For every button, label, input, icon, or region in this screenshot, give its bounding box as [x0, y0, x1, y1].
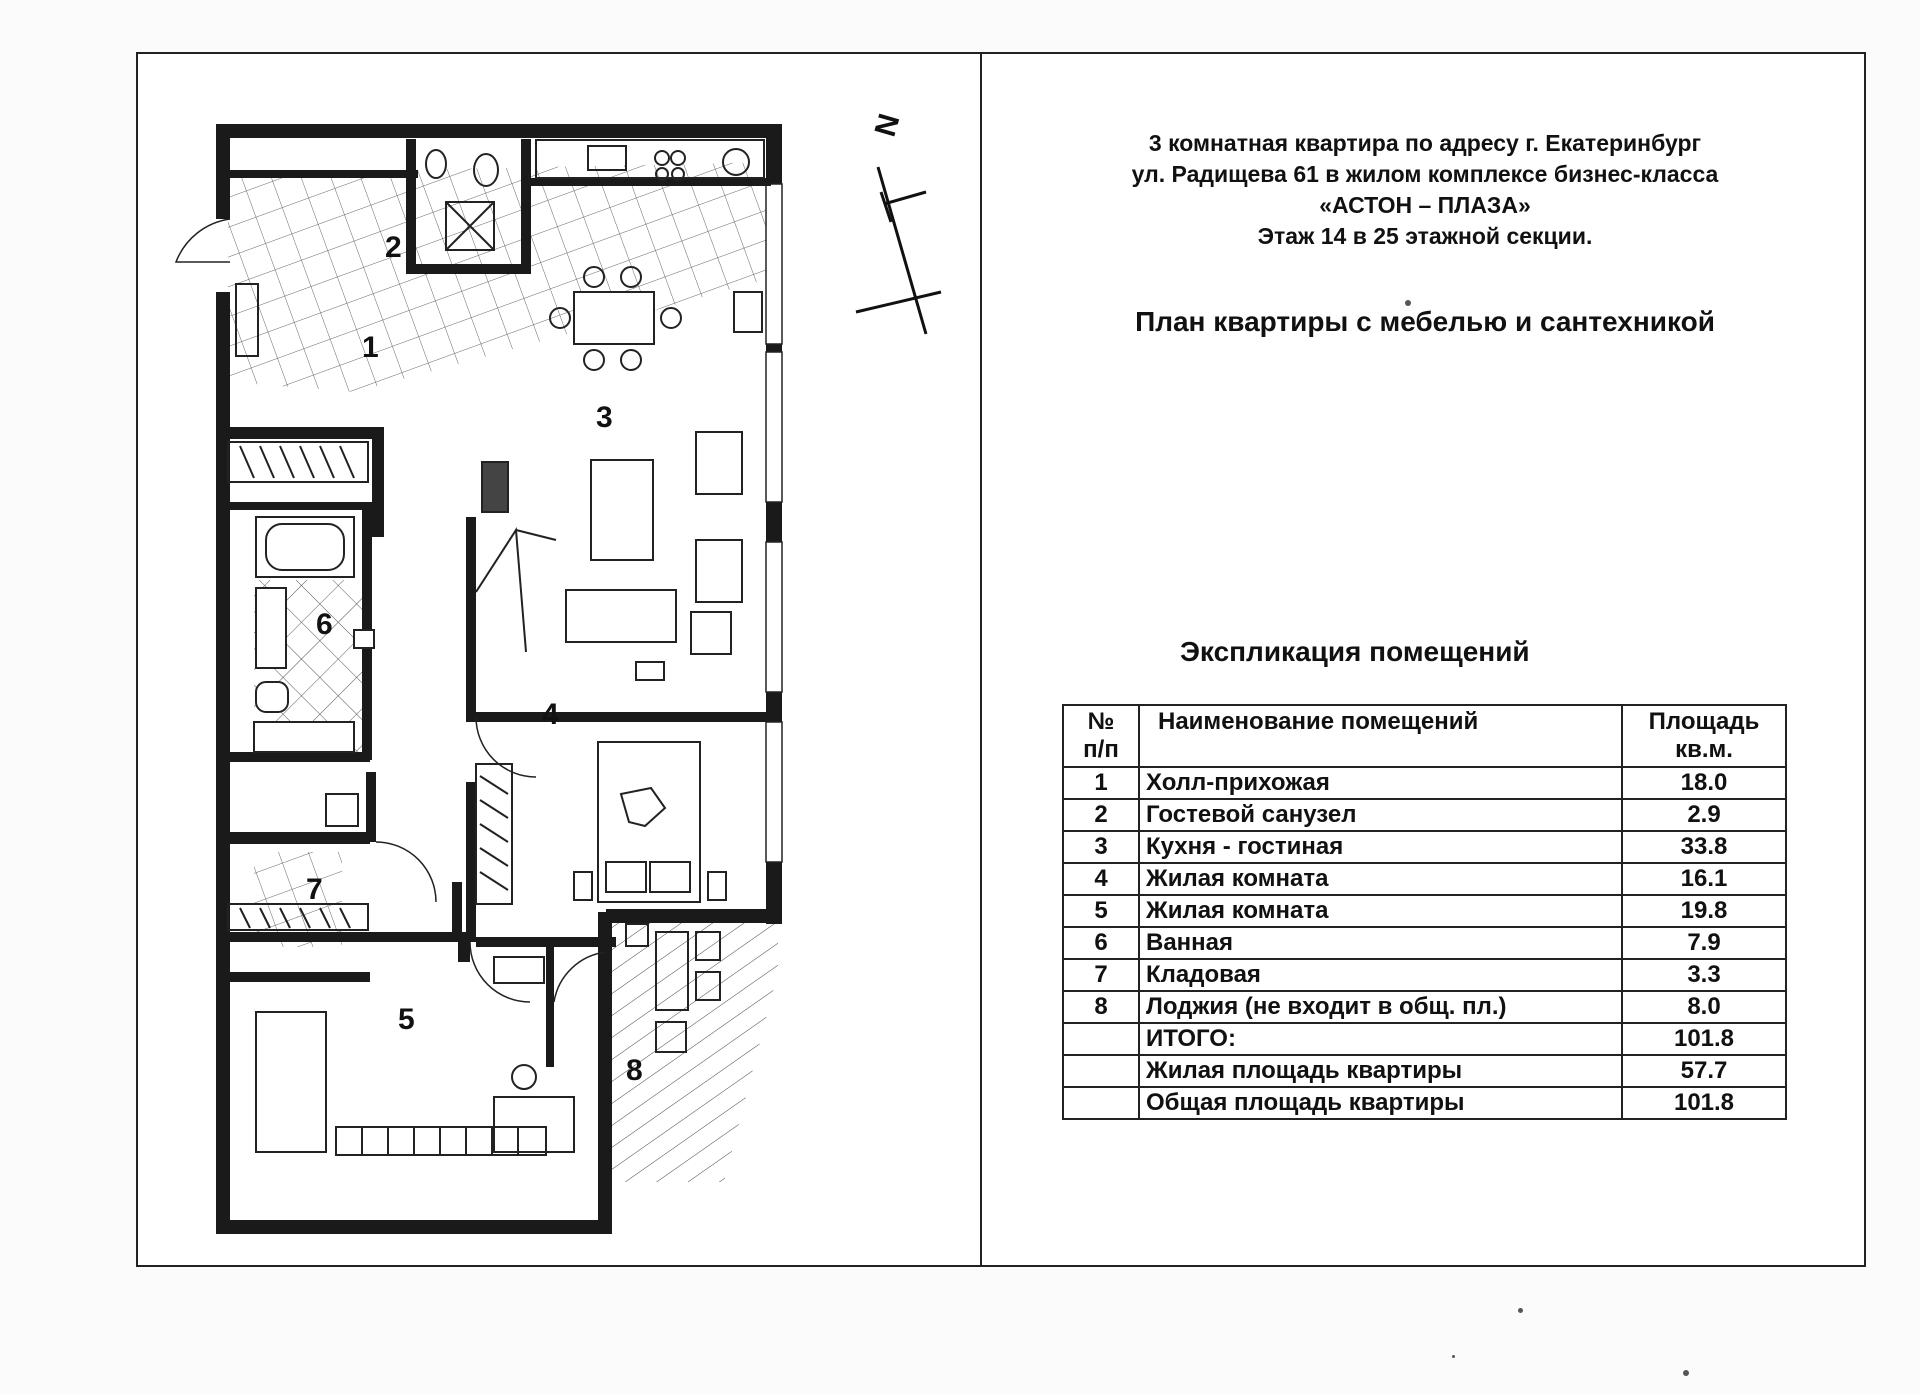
row-num-cell: 5 — [1063, 895, 1139, 927]
row-num-cell: 4 — [1063, 863, 1139, 895]
row-area-cell: 33.8 — [1622, 831, 1786, 863]
row-num-cell: 2 — [1063, 799, 1139, 831]
col-area-header — [1622, 705, 1786, 767]
table-row — [1063, 991, 1786, 1023]
col-num-line1: № — [1087, 708, 1115, 735]
total-num-cell — [1063, 1023, 1139, 1055]
room-label-8: 8 — [626, 1054, 643, 1087]
scan-speck — [1452, 1355, 1455, 1358]
row-area-cell: 2.9 — [1622, 799, 1786, 831]
total-row — [1063, 1023, 1786, 1055]
col-num-header — [1063, 705, 1139, 767]
total-row — [1063, 1055, 1786, 1087]
row-area-cell: 18.0 — [1622, 767, 1786, 799]
row-num-cell: 3 — [1063, 831, 1139, 863]
total-name-cell: Общая площадь квартиры — [1139, 1087, 1622, 1119]
total-area-cell: 101.8 — [1622, 1023, 1786, 1055]
table-row — [1063, 767, 1786, 799]
bedroom5-furniture — [256, 957, 574, 1155]
total-num-cell — [1063, 1055, 1139, 1087]
room-label-4: 4 — [542, 698, 559, 731]
row-name-cell: Гостевой санузел — [1139, 799, 1622, 831]
row-name-cell: Лоджия (не входит в общ. пл.) — [1139, 991, 1622, 1023]
floor-plan — [136, 52, 976, 1267]
title-line-1: 3 комнатная квартира по адресу г. Екатеринбург — [1148, 130, 1702, 156]
row-name-cell: Холл-прихожая — [1139, 767, 1622, 799]
row-num-cell: 7 — [1063, 959, 1139, 991]
scan-speck — [1405, 300, 1411, 306]
table-row — [1063, 863, 1786, 895]
apartment-title — [1000, 128, 1850, 252]
explication-table — [1062, 704, 1787, 1120]
table-row — [1063, 959, 1786, 991]
room-label-5: 5 — [398, 1003, 415, 1036]
room-label-1: 1 — [362, 331, 379, 364]
title-line-3: «АСТОН – ПЛАЗА» — [1319, 192, 1531, 218]
col-name-header: Наименование помещений — [1139, 705, 1622, 767]
row-area-cell: 19.8 — [1622, 895, 1786, 927]
col-num-line2: п/п — [1083, 736, 1119, 763]
north-arrow-icon — [856, 167, 941, 334]
explication-body — [1063, 767, 1786, 1119]
table-row — [1063, 799, 1786, 831]
living-furniture — [476, 432, 742, 680]
room-label-3: 3 — [596, 401, 613, 434]
room-label-7: 7 — [306, 873, 323, 906]
title-line-2: ул. Радищева 61 в жилом комплексе бизнес-класса — [1131, 161, 1719, 187]
scan-speck — [1518, 1308, 1523, 1313]
row-area-cell: 7.9 — [1622, 927, 1786, 959]
row-area-cell: 3.3 — [1622, 959, 1786, 991]
compass-label: N — [868, 110, 907, 141]
row-name-cell: Жилая комната — [1139, 863, 1622, 895]
table-header-row — [1063, 705, 1786, 767]
room-label-2: 2 — [385, 231, 402, 264]
total-name-cell: Жилая площадь квартиры — [1139, 1055, 1622, 1087]
row-name-cell: Жилая комната — [1139, 895, 1622, 927]
total-area-cell: 57.7 — [1622, 1055, 1786, 1087]
table-row — [1063, 895, 1786, 927]
table-row — [1063, 831, 1786, 863]
explication-heading: Экспликация помещений — [1180, 636, 1530, 667]
bedroom4-furniture — [574, 742, 726, 902]
washer — [326, 794, 358, 826]
room-label-6: 6 — [316, 608, 333, 641]
col-area-line1: Площадь — [1648, 708, 1760, 735]
total-num-cell — [1063, 1087, 1139, 1119]
row-name-cell: Кухня - гостиная — [1139, 831, 1622, 863]
loggia-floor — [606, 909, 778, 1182]
col-area-line2: кв.м. — [1675, 736, 1733, 763]
plan-subtitle: План квартиры с мебелью и сантехникой — [1135, 306, 1715, 337]
scan-speck — [1683, 1370, 1689, 1376]
row-area-cell: 16.1 — [1622, 863, 1786, 895]
row-name-cell: Ванная — [1139, 927, 1622, 959]
total-row — [1063, 1087, 1786, 1119]
total-area-cell: 101.8 — [1622, 1087, 1786, 1119]
row-num-cell: 8 — [1063, 991, 1139, 1023]
row-name-cell: Кладовая — [1139, 959, 1622, 991]
row-num-cell: 6 — [1063, 927, 1139, 959]
table-row — [1063, 927, 1786, 959]
total-name-cell: ИТОГО: — [1139, 1023, 1622, 1055]
row-area-cell: 8.0 — [1622, 991, 1786, 1023]
row-num-cell: 1 — [1063, 767, 1139, 799]
sheet-divider — [980, 52, 982, 1267]
hall-tile-floor — [228, 162, 776, 392]
title-line-4: Этаж 14 в 25 этажной секции. — [1257, 223, 1593, 249]
